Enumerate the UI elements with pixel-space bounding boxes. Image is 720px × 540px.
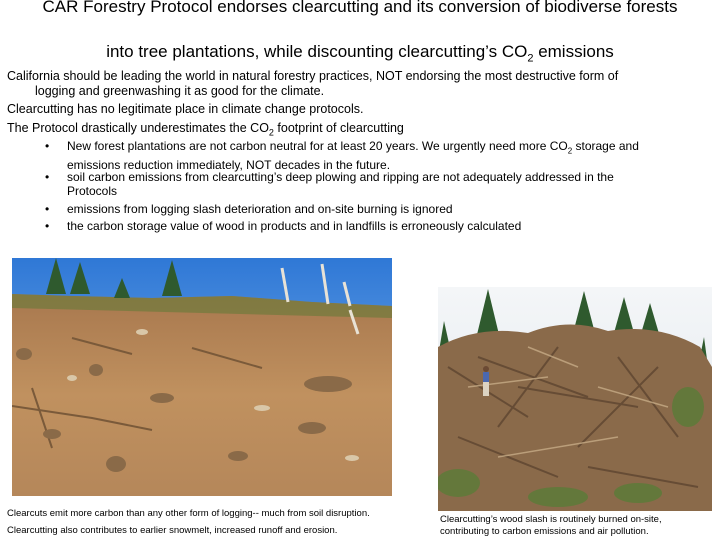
- left-photo-caption-1: Clearcuts emit more carbon than any other form of logging-- much from soil disruption.: [7, 508, 370, 519]
- title-subscript: 2: [527, 52, 534, 65]
- bullet-2: Clearcutting has no legitimate place in climate change protocols.: [7, 102, 364, 116]
- slash-pile-image: [438, 287, 712, 511]
- sub-bullet-4-text: the carbon storage value of wood in products and in landfills is erroneously calculated: [67, 219, 522, 233]
- bullet-dot: •: [45, 139, 50, 153]
- sub-bullet-2-line-1: soil carbon emissions from clearcutting’s deep plowing and ripping are not adequately addressed in the: [67, 170, 614, 184]
- sub-bullet-1: [45, 139, 705, 172]
- person-figure: [483, 366, 489, 396]
- sub-bullet-1-subscript: 2: [567, 146, 573, 156]
- bullet-3-text-end: footprint of clearcutting: [273, 121, 404, 135]
- slide-title-line-1: CAR Forestry Protocol endorses clearcutting and its conversion of biodiverse forests: [42, 0, 678, 16]
- title-text: into tree plantations, while discounting clearcutting’s CO: [106, 42, 528, 61]
- clearcut-hillside-image: [12, 258, 392, 496]
- bullet-3: [7, 121, 707, 141]
- bullet-1-line-2: logging and greenwashing it as good for the climate.: [35, 84, 325, 98]
- sub-bullet-1-line-2: emissions reduction immediately, NOT decades in the future.: [67, 158, 391, 173]
- title-text-end: emissions: [533, 42, 614, 61]
- bullet-3-text: The Protocol drastically underestimates the CO: [7, 121, 269, 135]
- left-photo-caption-2: Clearcutting also contributes to earlier snowmelt, increased runoff and erosion.: [7, 525, 338, 536]
- right-photo-caption-1: Clearcutting’s wood slash is routinely burned on-site,: [440, 514, 662, 525]
- bullet-dot: •: [45, 219, 50, 233]
- sub-bullet-2: [45, 170, 705, 198]
- sub-bullet-1-text: New forest plantations are not carbon neutral for at least 20 years. We urgently need more CO: [67, 139, 568, 153]
- clearcut-hillside-photo: [12, 258, 392, 496]
- sub-bullet-3: [45, 202, 705, 216]
- slash-pile-photo: [438, 287, 712, 511]
- sub-bullet-4: [45, 219, 705, 233]
- bullet-dot: •: [45, 170, 50, 184]
- bullet-dot: •: [45, 202, 50, 216]
- bullet-3-subscript: 2: [268, 127, 274, 138]
- slide-title-line-2: [0, 42, 720, 68]
- right-photo-caption-2: contributing to carbon emissions and air pollution.: [440, 526, 649, 537]
- sub-bullet-1-text-end: storage and: [572, 139, 639, 153]
- sub-bullet-2-line-2: Protocols: [67, 184, 118, 198]
- sub-bullet-3-text: emissions from logging slash deterioration and on-site burning is ignored: [67, 202, 453, 216]
- bullet-1: [7, 69, 707, 99]
- bullet-1-line-1: California should be leading the world in natural forestry practices, NOT endorsing the most destructive form of: [7, 69, 619, 83]
